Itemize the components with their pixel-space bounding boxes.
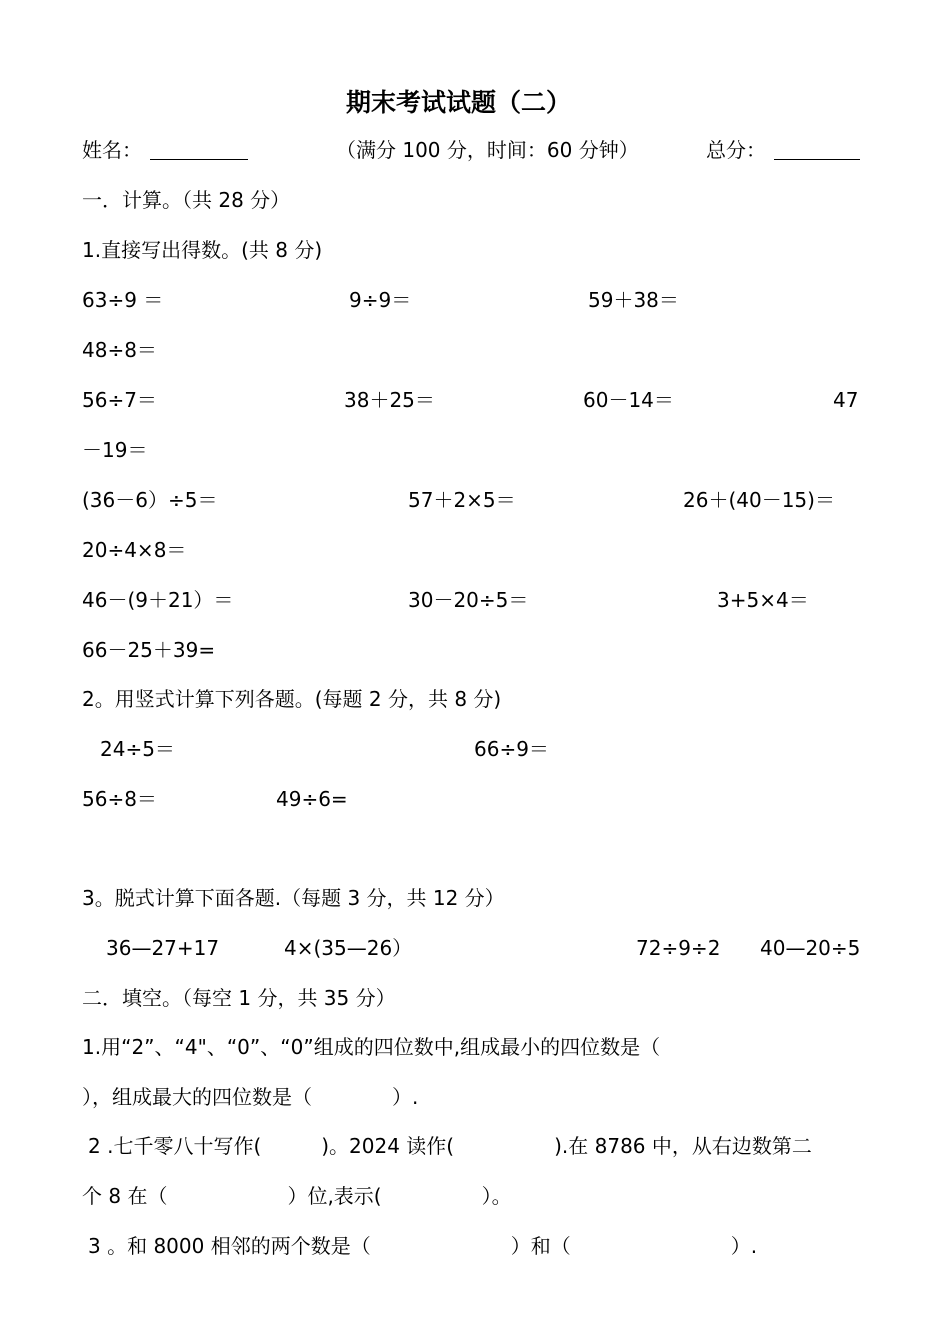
calc-item: 57＋2×5＝ [408,488,516,512]
fill-blank-line: 2 .七千零八十写作( )。2024 读作( ).在 8786 中，从右边数第二 [88,1134,812,1158]
calc-item: 56÷7＝ [82,388,157,412]
stepwise-calc-item: 4×(35—26） [284,936,413,960]
q2-heading: 2。用竖式计算下列各题。(每题 2 分，共 8 分) [82,687,502,711]
fill-blank-line: 1.用“2”、“4"、“0”、“0”组成的四位数中,组成最小的四位数是（ [82,1035,661,1059]
q1-heading: 1.直接写出得数。(共 8 分) [82,238,323,262]
score-info: （满分 100 分，时间：60 分钟） [336,138,639,162]
q3-heading: 3。脱式计算下面各题.（每题 3 分，共 12 分） [82,886,505,910]
calc-item: 59＋38＝ [588,288,679,312]
vertical-calc-item: 24÷5＝ [100,737,175,761]
calc-item: 3+5×4＝ [717,588,809,612]
fill-blank-line: 个 8 在（ ）位,表示( ）。 [82,1184,512,1208]
stepwise-calc-item: 36—27+17 [106,936,220,960]
calc-item: 9÷9＝ [349,288,412,312]
calc-item: (36－6）÷5＝ [82,488,218,512]
calc-item: 47 [833,388,859,412]
name-label: 姓名： [82,138,142,162]
vertical-calc-item: 49÷6= [276,787,348,811]
calc-item: 66－25＋39= [82,638,216,662]
calc-item: 26＋(40－15)＝ [683,488,835,512]
calc-item: 20÷4×8＝ [82,538,187,562]
fill-blank-line: ），组成最大的四位数是（ ）. [82,1085,419,1109]
stepwise-calc-item: 40—20÷5 [760,936,861,960]
calc-item: 38＋25＝ [344,388,435,412]
calc-item: 60－14＝ [583,388,674,412]
calc-item: 63÷9 ＝ [82,288,164,312]
vertical-calc-item: 56÷8＝ [82,787,157,811]
stepwise-calc-item: 72÷9÷2 [636,936,721,960]
exam-title: 期末考试试题（二） [346,88,572,117]
vertical-calc-item: 66÷9＝ [474,737,549,761]
calc-item: －19＝ [82,438,148,462]
total-label: 总分： [706,138,766,162]
calc-item: 46－(9＋21）＝ [82,588,234,612]
calc-item: 30－20÷5＝ [408,588,529,612]
total-blank[interactable] [774,139,860,160]
name-blank[interactable] [150,139,248,160]
section1-heading: 一．计算。（共 28 分） [82,188,291,212]
calc-item: 48÷8＝ [82,338,157,362]
section2-heading: 二．填空。（每空 1 分，共 35 分） [82,986,396,1010]
fill-blank-line: 3 。和 8000 相邻的两个数是（ ）和（ ）. [88,1234,758,1258]
